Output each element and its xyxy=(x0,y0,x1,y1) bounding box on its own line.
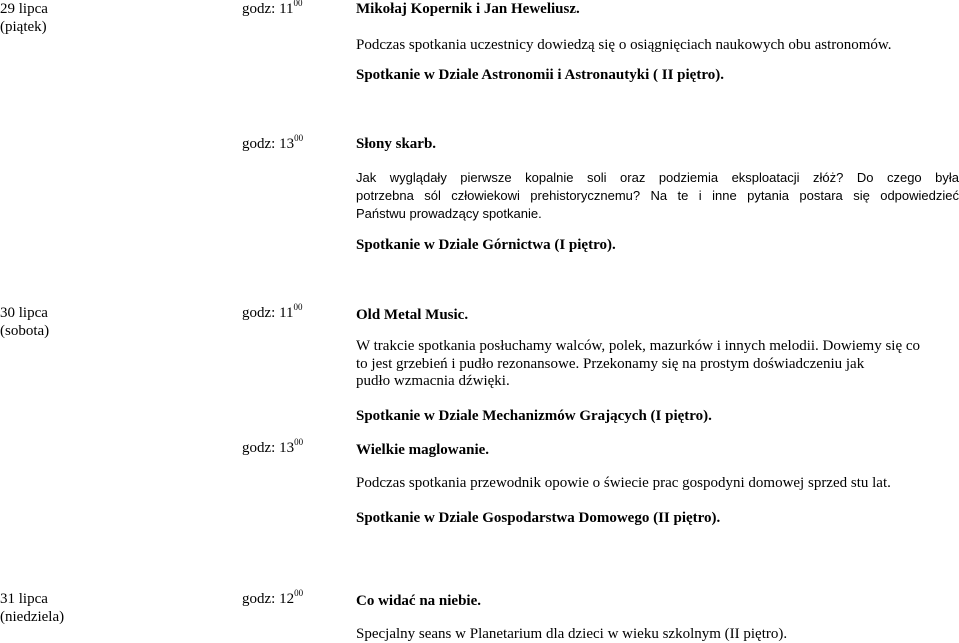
event-venue: Spotkanie w Dziale Gospodarstwa Domowego (II piętro). xyxy=(356,510,721,526)
day-weekday: (sobota) xyxy=(0,323,50,339)
event-title: Co widać na niebie. xyxy=(356,593,482,609)
event-time: godz: $11^{00}$ xyxy=(242,302,303,321)
event-title: Słony skarb. xyxy=(356,136,437,152)
event-description-line: Jak wyglądały pierwsze kopalnie soli oraz podziemia eksploatacji złóż? Do czego była xyxy=(356,170,959,185)
event-description: Podczas spotkania uczestnicy dowiedzą się o osiągnięciach naukowych obu astronomów. xyxy=(356,37,892,53)
day-weekday: (niedziela) xyxy=(0,609,65,625)
event-time: godz: $11^{00}$ xyxy=(242,0,303,17)
event-description: Podczas spotkania przewodnik opowie o świecie prac gospodyni domowej sprzed stu lat. xyxy=(356,475,891,491)
day-weekday: (piątek) xyxy=(0,19,47,35)
event-time: godz: $12^{00}$ xyxy=(242,588,304,607)
event-time: godz: $13^{00}$ xyxy=(242,437,304,456)
event-time: godz: $13^{00}$ xyxy=(242,133,304,152)
event-title: Mikołaj Kopernik i Jan Heweliusz. xyxy=(356,1,580,17)
event-description-line: to jest grzebień i pudło rezonansowe. Przekonamy się na prostym doświadczeniu jak xyxy=(356,356,865,372)
event-description-line: potrzebna sól człowiekowi prehistorycznemu? Na te i inne pytania postara się odpowiedzieć xyxy=(356,188,959,203)
event-description-line: W trakcie spotkania posłuchamy walców, polek, mazurków i innych melodii. Dowiemy się co xyxy=(356,338,921,354)
event-title: Old Metal Music. xyxy=(356,307,469,323)
event-venue: Spotkanie w Dziale Górnictwa (I piętro). xyxy=(356,237,616,253)
day-date: 30 lipca xyxy=(0,305,48,321)
day-date: 31 lipca xyxy=(0,591,48,607)
event-venue: Spotkanie w Dziale Astronomii i Astronautyki ( II piętro). xyxy=(356,67,724,83)
day-date: 29 lipca xyxy=(0,1,48,17)
event-title: Wielkie maglowanie. xyxy=(356,442,490,458)
event-venue: Spotkanie w Dziale Mechanizmów Grających (I piętro). xyxy=(356,408,712,424)
event-description: Specjalny seans w Planetarium dla dzieci w wieku szkolnym (II piętro). xyxy=(356,626,788,642)
event-description-line: pudło wzmacnia dźwięki. xyxy=(356,373,510,389)
event-description-line: Państwu prowadzący spotkanie. xyxy=(356,206,542,221)
